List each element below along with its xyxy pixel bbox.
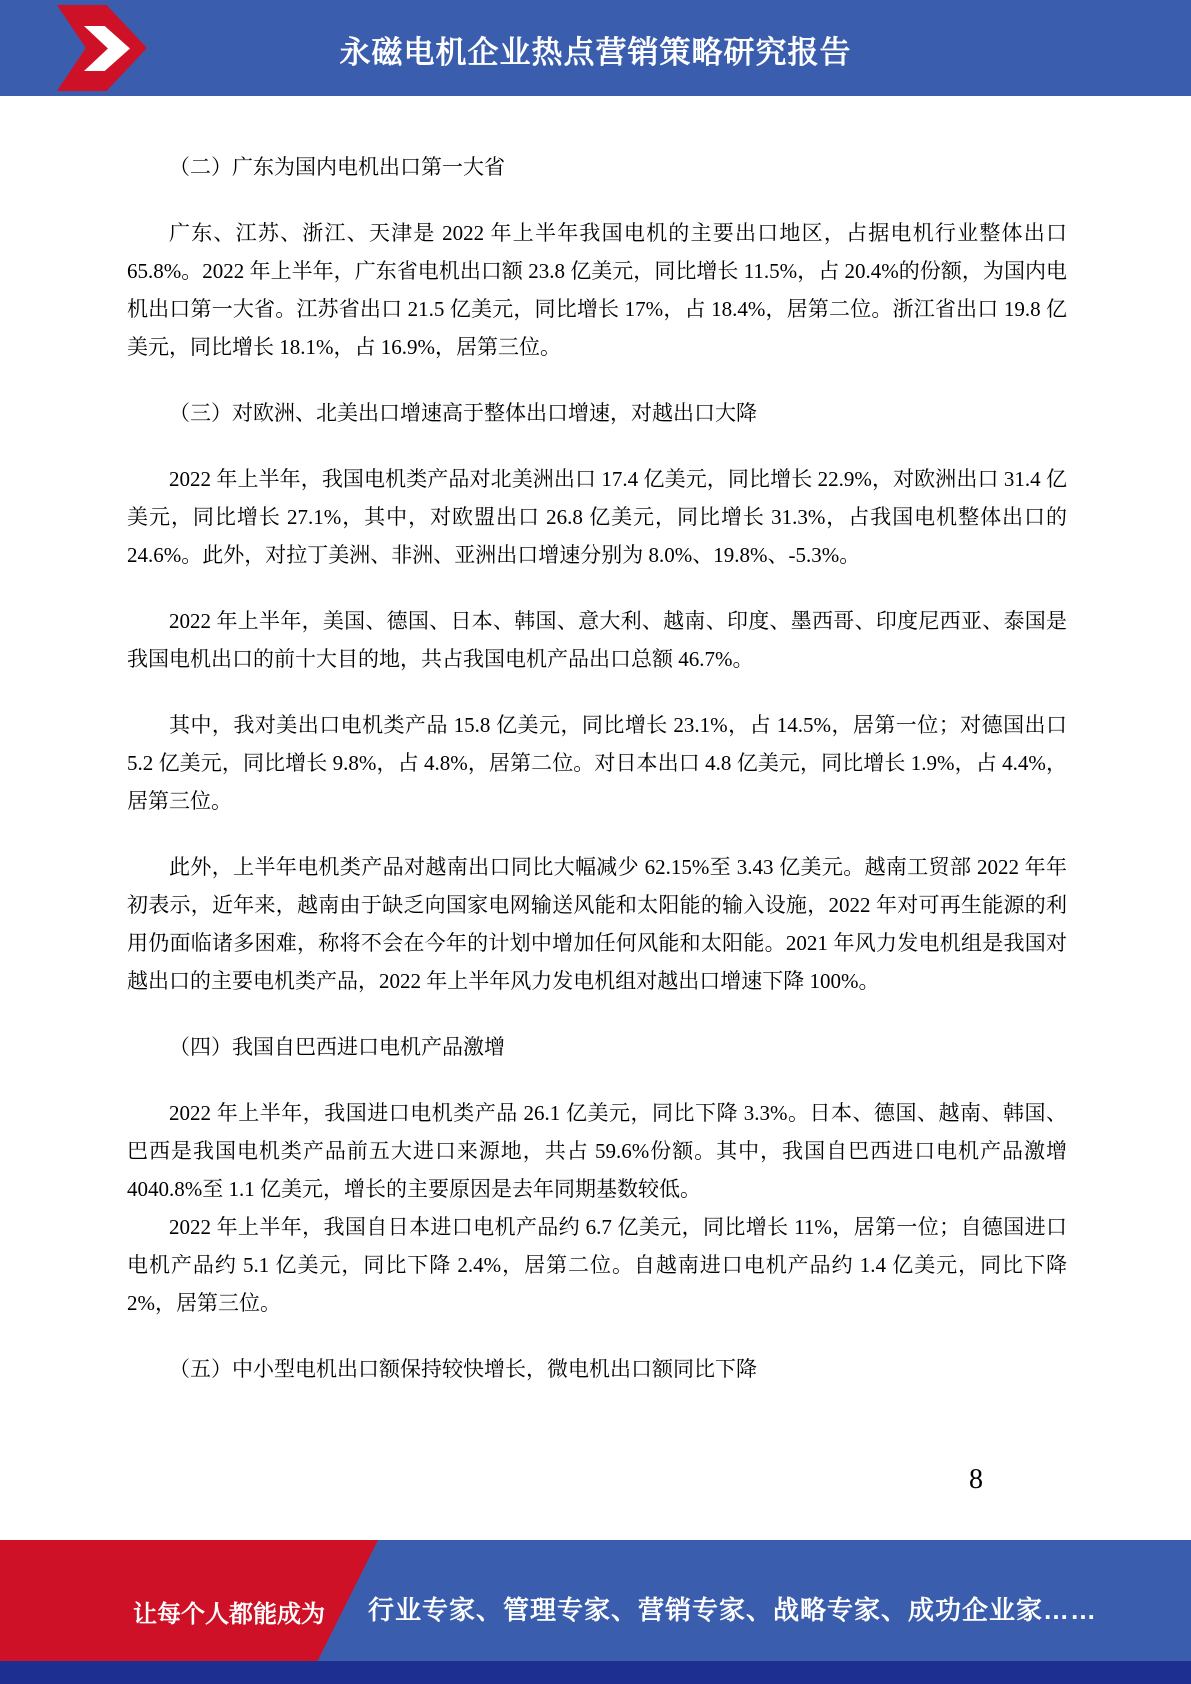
section-heading: （四）我国自巴西进口电机产品激增 (169, 1035, 505, 1059)
paragraph: 2022 年上半年，美国、德国、日本、韩国、意大利、越南、印度、墨西哥、印度尼西亚、泰国是我国电机出口的前十大目的地，共占我国电机产品出口总额 46.7%。 (127, 609, 1067, 671)
paragraph: 广东、江苏、浙江、天津是 2022 年上半年我国电机的主要出口地区，占据电机行业整体出口 65.8%。2022 年上半年，广东省电机出口额 23.8 亿美元，同比增长 11.5%，占 20.4%的份额，为国内电机出口第一大省。江苏省出口 21.5 亿美元，同比增长 17%，占 18.4%，居第二位。浙江省出口 19.8 亿美元，同比增长 18.1%，占 16.9%，居第三位。 (127, 221, 1067, 359)
footer-bottom-strip (0, 1661, 1191, 1684)
paragraph: 2022 年上半年，我国进口电机类产品 26.1 亿美元，同比下降 3.3%。日本、德国、越南、韩国、巴西是我国电机类产品前五大进口来源地，共占 59.6%份额。其中，我国自巴西进口电机产品激增 4040.8%至 1.1 亿美元，增长的主要原因是去年同期基数较低。 (127, 1101, 1067, 1201)
paragraph: 2022 年上半年，我国自日本进口电机产品约 6.7 亿美元，同比增长 11%，居第一位；自德国进口电机产品约 5.1 亿美元，同比下降 2.4%，居第二位。自越南进口电机产品约 1.4 亿美元，同比下降 2%，居第三位。 (127, 1215, 1067, 1315)
page-title: 永磁电机企业热点营销策略研究报告 (339, 35, 852, 70)
section-heading: （三）对欧洲、北美出口增速高于整体出口增速，对越出口大降 (169, 401, 757, 425)
section-heading: （五）中小型电机出口额保持较快增长，微电机出口额同比下降 (169, 1357, 757, 1381)
footer-slogan-left: 让每个人都能成为 (133, 1601, 325, 1628)
footer-bottom-strip-red (0, 1540, 312, 1563)
section-heading: （二）广东为国内电机出口第一大省 (169, 155, 505, 179)
header-banner (0, 0, 1191, 96)
footer (0, 1540, 1191, 1684)
footer-slogan-right: 行业专家、管理专家、营销专家、战略专家、成功企业家…… (368, 1595, 1098, 1625)
paragraph: 2022 年上半年，我国电机类产品对北美洲出口 17.4 亿美元，同比增长 22.9%，对欧洲出口 31.4 亿美元，同比增长 27.1%，其中，对欧盟出口 26.8 亿美元，同比增长 31.3%，占我国电机整体出口的 24.6%。此外，对拉丁美洲、非洲、亚洲出口增速分别为 8.0%、19.8%、-5.3%。 (127, 467, 1067, 567)
paragraph: 此外，上半年电机类产品对越南出口同比大幅减少 62.15%至 3.43 亿美元。越南工贸部 2022 年年初表示，近年来，越南由于缺乏向国家电网输送风能和太阳能的输入设施，2022 年对可再生能源的利用仍面临诸多困难，称将不会在今年的计划中增加任何风能和太阳能。2021 年风力发电机组是我国对越出口的主要电机类产品，2022 年上半年风力发电机组对越出口增速下降 100%。 (127, 855, 1067, 993)
paragraph: 其中，我对美出口电机类产品 15.8 亿美元，同比增长 23.1%，占 14.5%，居第一位；对德国出口 5.2 亿美元，同比增长 9.8%，占 4.8%，居第二位。对日本出口 4.8 亿美元，同比增长 1.9%，占 4.4%，居第三位。 (127, 713, 1067, 813)
page-number: 8 (969, 1464, 983, 1495)
document-body (127, 96, 1067, 1416)
